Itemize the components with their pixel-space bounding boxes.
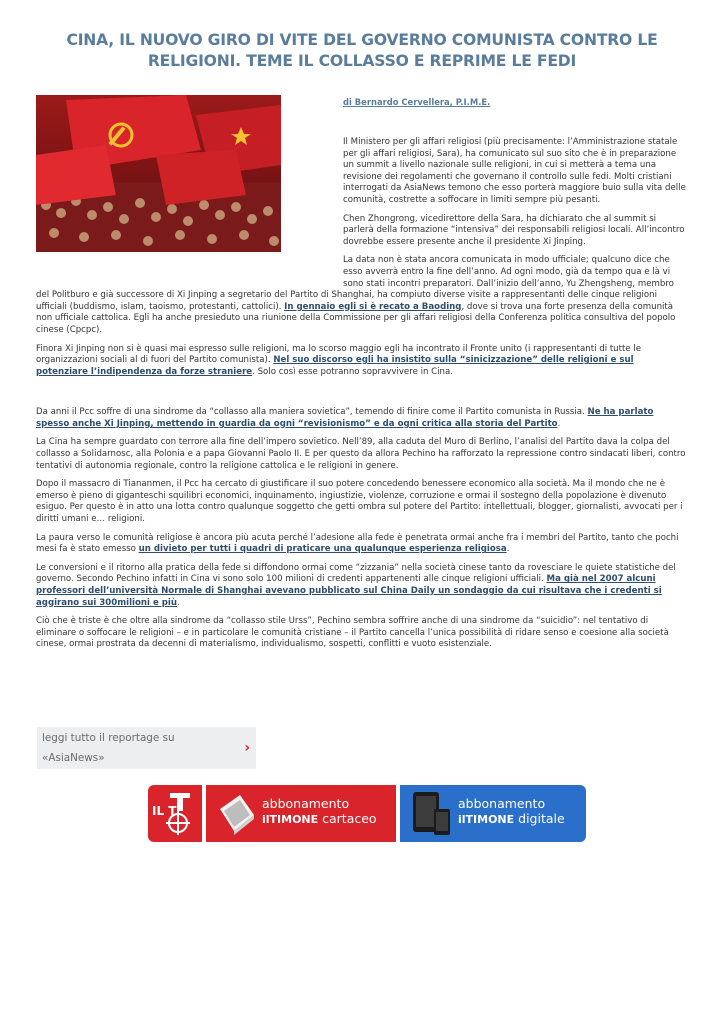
print-subscribe-word: abbonamento (262, 796, 350, 811)
article-body (36, 137, 688, 658)
paragraph: Chen Zhongrong, vicedirettore della Sara, ha dichiarato che al summit si parlerà della formazione “intensiva” dei responsabili religiosi locali. All’incontro dovrebbe essere presente anche il presidente Xi Jinping. (343, 213, 685, 247)
paragraph: La Cina ha sempre guardato con terrore alla fine dell’impero sovietico. Nell’89, alla caduta del Muro di Berlino, l’analisi del Partito dava la colpa del collasso a Solidarnosc, alla Polonia e a papa Giovanni Paolo II. E per questo da allora Pechino ha rafforzato la repressione contro sindacati liberi, contro tentativi di autonomia regionale, contro la religione cattolica e le religioni in genere. (36, 437, 686, 471)
paragraph: La paura verso le comunità religiose è ancora più acuta perché l’adesione alla fede è penetrata ormai anche fra i membri del Partito, tanto che pochi mesi fa è stato emesso un divieto per tutti i quadri di praticare una qualunque esperienza religiosa. (36, 532, 679, 555)
tablet-phone-icon (410, 789, 454, 839)
print-brand: ilTIMONE (262, 813, 319, 826)
survey-link[interactable]: Ma già nel 2007 alcuni professori dell’università Normale di Shanghai avevano pubblicato sul China Daily un sondaggio da cui risultava che i credenti si aggirano sui 300milioni e più (36, 574, 662, 608)
print-subscription-button[interactable] (206, 785, 396, 842)
paragraph: La data non è stata ancora comunicata in modo ufficiale; qualcuno dice che esso avverrà entro la fine dell’anno. Ad ogni modo, già da tempo qua e là vi sono stati incontri preparatori. Dall’inizio dell’anno, Yu Zhengsheng, membro del Politburo e già successore di Xi Jinping a segretario del Partito di Shanghai, ha compiuto diverse visite a rappresentanti delle cinque religioni ufficiali (buddismo, islam, taoismo, protestanti, cattolici). In gennaio egli si è recato a Baoding, dove si trova una forte presenza della comunità non ufficiale cattolica. Egli ha anche presieduto una riunione della Commissione per gli affari religiosi della Conferenza politica consultiva del popolo cinese (Cpcpc). (36, 255, 676, 335)
timone-logo-icon (148, 785, 202, 842)
sinicization-link[interactable]: Nel suo discorso egli ha insistito sulla “sinicizzazione” delle religioni e sul potenziare l’indipendenza da forze straniere (36, 355, 634, 377)
paragraph: Ciò che è triste è che oltre alla sindrome da “collasso stile Urss”, Pechino sembra soffrire anche di una sindrome da “suicidio”: nel tentativo di eliminare o soffocare le religioni – e in particolare le comunità cristiane – il Partito cancella l’unica possibilità di ridare senso e coesione alla società cinese, ormai prostrata da decenni di materialismo, individualismo, sospetti, conflitti e vuoto esistenziale. (36, 616, 669, 650)
paragraph: Le conversioni e il ritorno alla pratica della fede si diffondono ormai come “zizzania” nella società cinese tanto da rovesciare le quiete statistiche del governo. Secondo Pechino infatti in Cina vi sono solo 100 milioni di credenti appartenenti alle cinque religioni ufficiali. Ma già nel 2007 alcuni professori dell’università Normale di Shanghai avevano pubblicato sul China Daily un sondaggio da cui risultava che i credenti si aggirano sui 300milioni e più. (36, 562, 676, 608)
magazine-icon (214, 791, 258, 835)
article-title: CINA, IL NUOVO GIRO DI VITE DEL GOVERNO COMUNISTA CONTRO LE RELIGIONI. TEME IL COLLASSO E REPRIME LE FEDI (66, 31, 658, 70)
cta-line-2: «AsiaNews» (42, 752, 105, 764)
byline: di Bernardo Cervellera, P.I.M.E. (343, 97, 491, 107)
print-kind: cartaceo (322, 811, 377, 826)
cta-line-1: leggi tutto il reportage su (42, 732, 175, 744)
digital-subscribe-word: abbonamento (458, 796, 546, 811)
party-ban-link[interactable]: un divieto per tutti i quadri di praticare una qualunque esperienza religiosa (138, 544, 507, 555)
subscription-banner (148, 785, 588, 842)
paragraph: Da anni il Pcc soffre di una sindrome da “collasso alla maniera sovietica”, temendo di finire come il Partito comunista in Russia. Ne ha parlato spesso anche Xi Jinping, mettendo in guardia da ogni “revisionismo” e da ogni critica alla storia del Partito. (36, 407, 654, 429)
photo-float-space (36, 137, 343, 285)
paragraph: Finora Xi Jinping non si è quasi mai espresso sulle religioni, ma lo scorso maggio egli ha incontrato il Fronte unito (i rappresentanti di tutte le organizzazioni sociali al di fuori del Partito comunista). Nel suo discorso egli ha insistito sulla “sinicizzazione” delle religioni e sul potenziare l’indipendenza da forze straniere. Solo così esse potranno sopravvivere in Cina. (36, 343, 642, 377)
svg-text:IL T: IL T (152, 804, 177, 818)
paragraph: Il Ministero per gli affari religiosi (più precisamente: l’Amministrazione statale per gli affari religiosi, Sara), ha comunicato sul suo sito che è in preparazione un summit a livello nazionale sulle religioni, in cui si metterà a tema una revisione dei regolamenti che governano il controllo sulle fedi. Molti cristiani interrogati da AsiaNews temono che esso porterà maggiore buio sulla vita delle comunità, costrette a soffocare in limiti sempre più pesanti. (343, 137, 686, 205)
digital-subscription-button[interactable] (400, 785, 586, 842)
digital-brand: ilTIMONE (458, 813, 515, 826)
chevron-right-icon: › (244, 740, 250, 756)
baoding-link[interactable]: In gennaio egli si è recato a Baoding (284, 301, 462, 312)
digital-kind: digitale (518, 811, 565, 826)
timone-logo (148, 785, 202, 842)
revisionism-link[interactable]: Ne ha parlato spesso anche Xi Jinping, mettendo in guardia da ogni “revisionismo” e da ogni critica alla storia del Partito (36, 407, 654, 429)
read-full-reportage-button[interactable] (37, 727, 256, 769)
paragraph: Dopo il massacro di Tiananmen, il Pcc ha cercato di giustificare il suo potere concedendo benessere economico alla società. Ma il mondo che ne è emerso è pieno di giganteschi squilibri economici, inquinamento, ingiustizie, violenze, corruzione e ormai il sostegno della popolazione è divenuto esiguo. Per questo è in atto una lotta contro qualunque soggetto che getti ombra sul potere del Partito: intellettuali, blogger, giornalisti, avvocati per i diritti umani e… religioni. (36, 479, 683, 525)
